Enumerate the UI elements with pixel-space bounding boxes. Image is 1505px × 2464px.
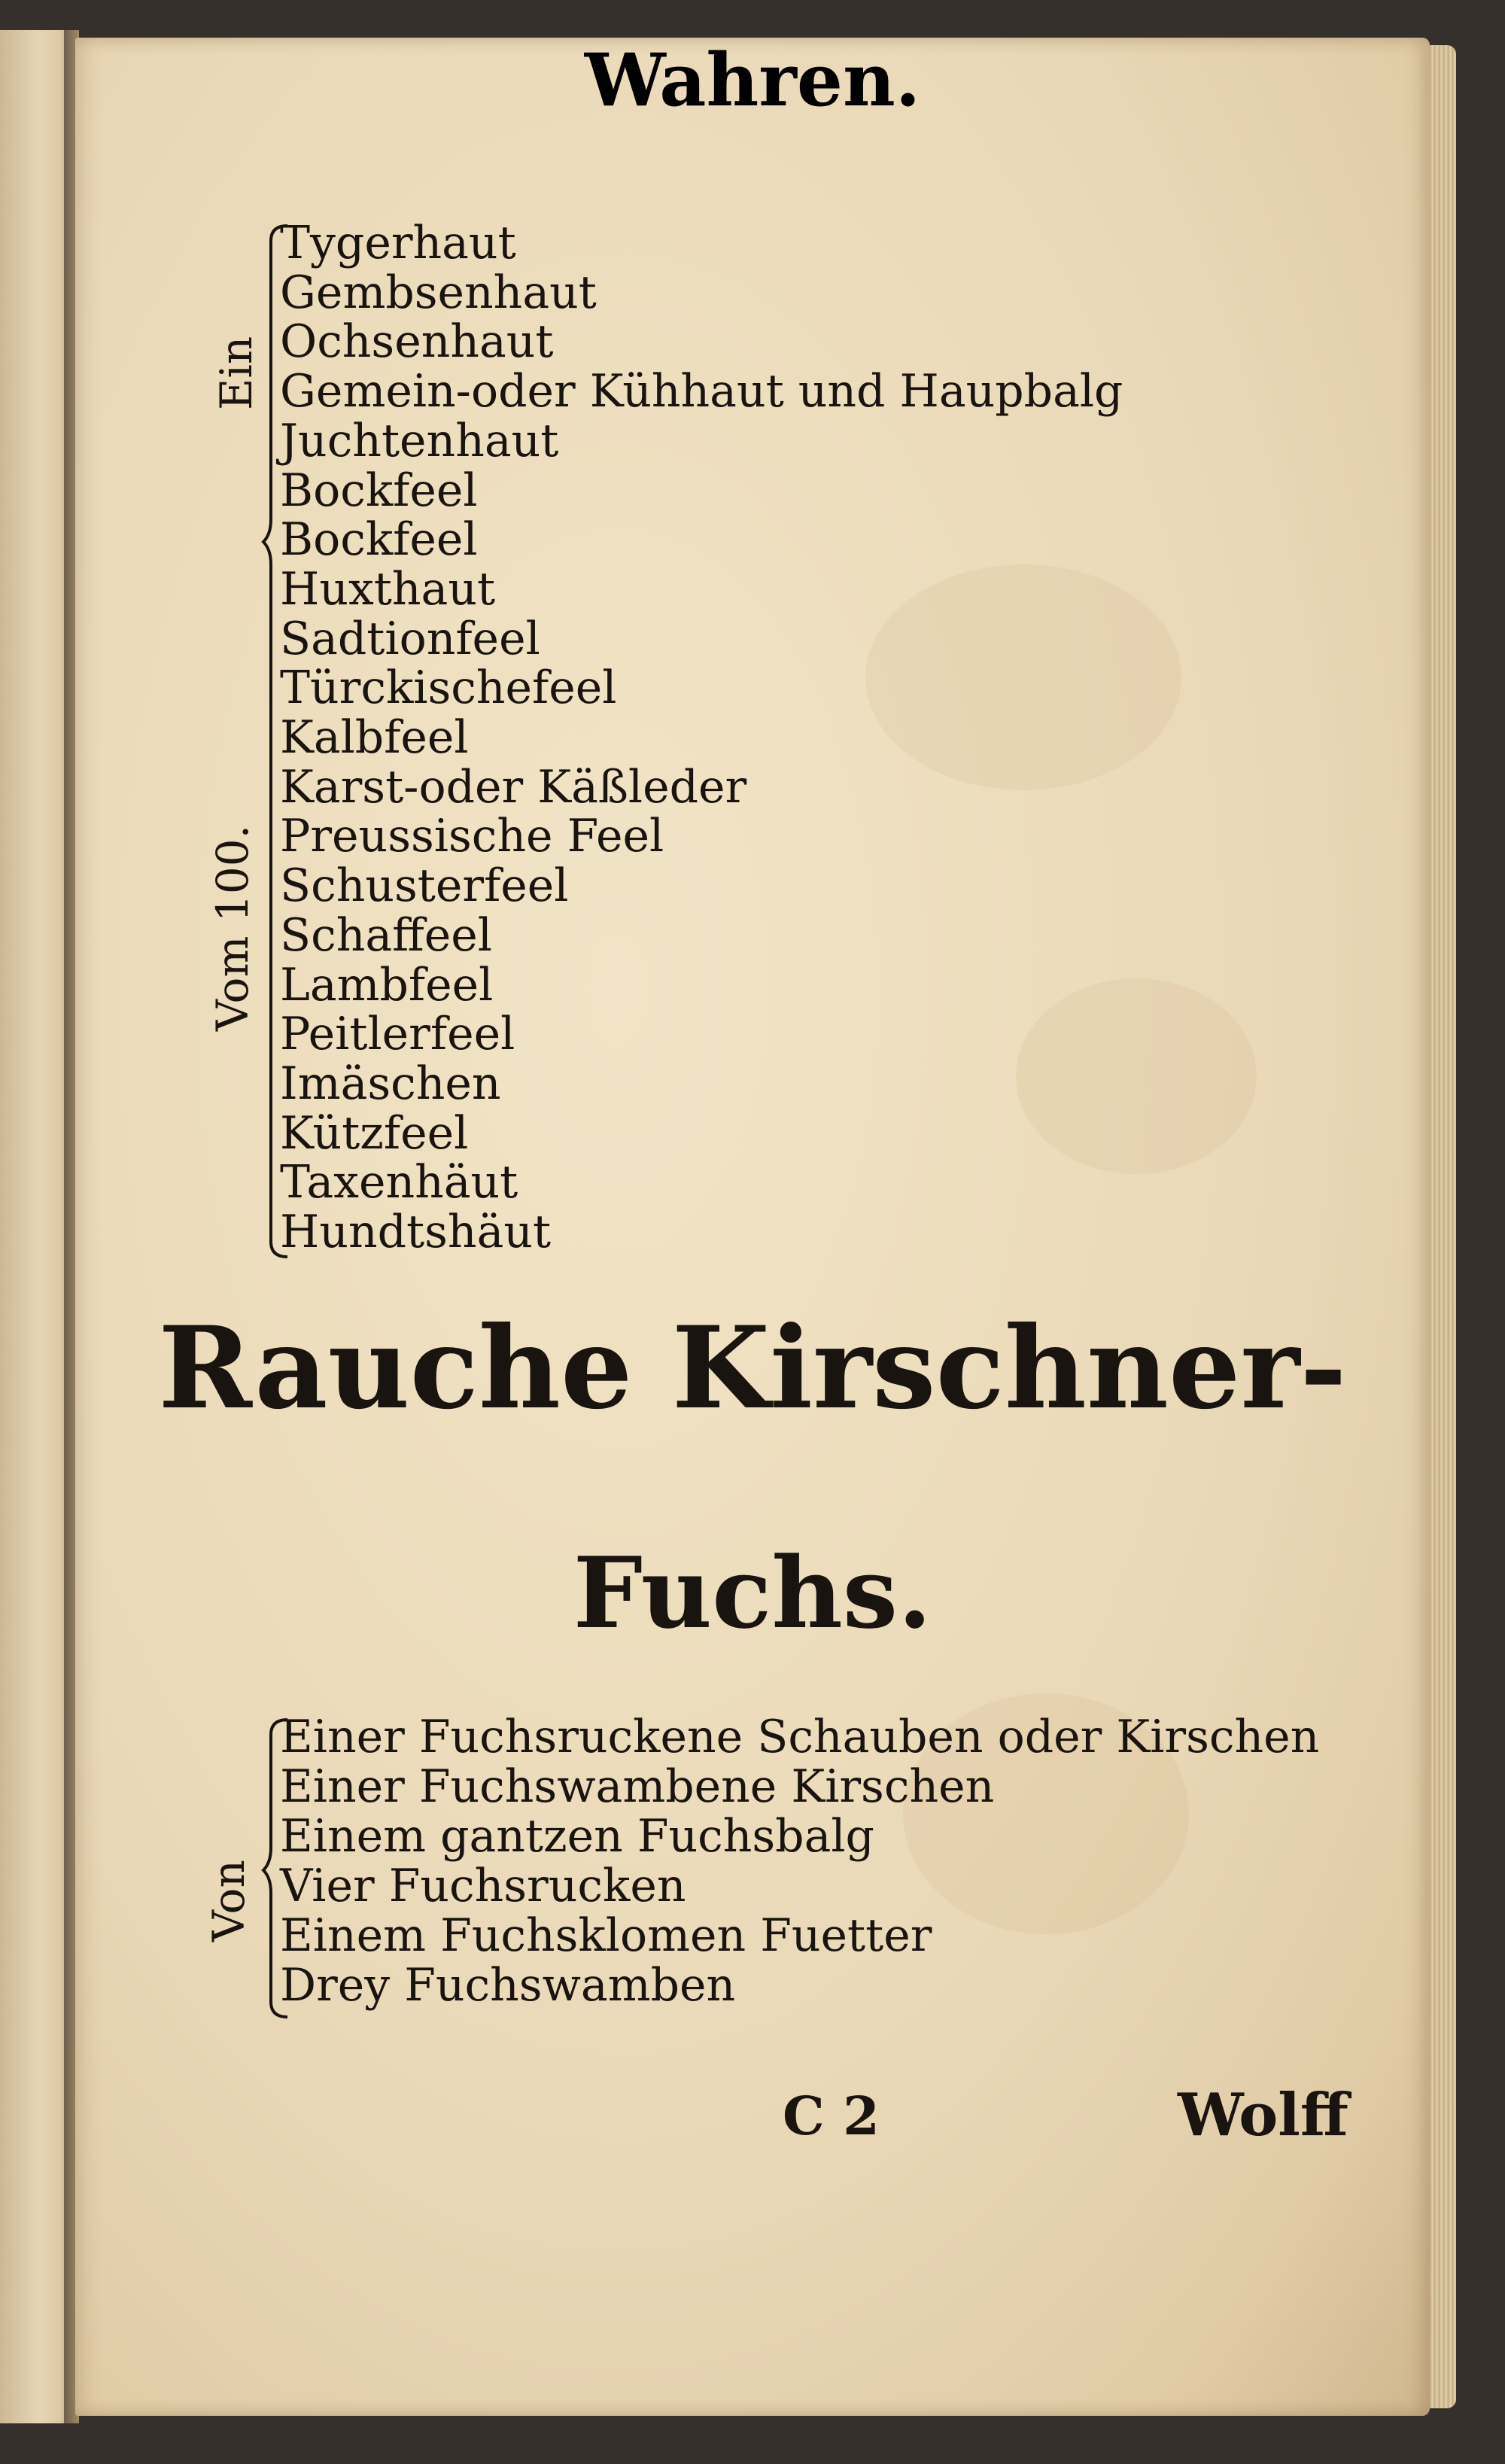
paper-stain [1016, 978, 1257, 1174]
list-item: Einem gantzen Fuchsbalg [280, 1810, 874, 1863]
list-item: Kalbfeel [280, 711, 469, 764]
previous-page-edge [0, 30, 71, 2423]
list-item: Kützfeel [280, 1106, 469, 1160]
list-item: Peitlerfeel [280, 1008, 515, 1061]
side-label-vom-100: Vom 100. [207, 824, 258, 1031]
list-item: Lambfeel [280, 958, 494, 1011]
list-item: Karst-oder Käßleder [280, 760, 747, 814]
list-item: Sadtionfeel [280, 612, 540, 665]
list-item: Bockfeel [280, 513, 478, 567]
section-heading-continued: Wahren. [584, 38, 921, 123]
list-item: Tygerhaut [280, 217, 516, 269]
list-item: Hundtshäut [280, 1206, 552, 1258]
list-item: Drey Fuchswamben [280, 1959, 736, 2012]
list-item: Imäschen [280, 1057, 501, 1110]
list-item: Türckischefeel [280, 662, 617, 715]
page-stack-edge [1426, 45, 1456, 2408]
list-item: Schusterfeel [280, 859, 569, 913]
catchword: Wolff [1178, 2081, 1348, 2149]
list-item: Bockfeel [280, 464, 478, 517]
list-item: Juchtenhaut [280, 414, 559, 467]
list-item: Gemein-oder Kühhaut und Haupbalg [280, 365, 1123, 418]
subsection-heading: Fuchs. [573, 1535, 932, 1650]
list-item: Einer Fuchswambene Kirschen [280, 1760, 995, 1813]
list-item: Einem Fuchsklomen Fuetter [280, 1909, 932, 1962]
section-heading: Rauche Kirschner- [158, 1302, 1347, 1434]
list-item: Taxenhäut [280, 1156, 518, 1209]
list-item: Vier Fuchsrucken [280, 1860, 686, 1912]
list-item: Einer Fuchsruckene Schauben oder Kirschen [280, 1711, 1320, 1763]
list-item: Schaffeel [280, 908, 492, 962]
list-item: Ochsenhaut [280, 315, 554, 369]
side-label-ein: Ein [211, 336, 262, 410]
list-item: Gembsenhaut [280, 266, 597, 319]
list-item: Huxthaut [280, 562, 496, 616]
book-page [75, 38, 1430, 2416]
side-label-von: Von [203, 1860, 254, 1942]
signature-mark: C 2 [783, 2085, 880, 2147]
list-item: Preussische Feel [280, 810, 664, 863]
paper-stain [865, 564, 1181, 790]
